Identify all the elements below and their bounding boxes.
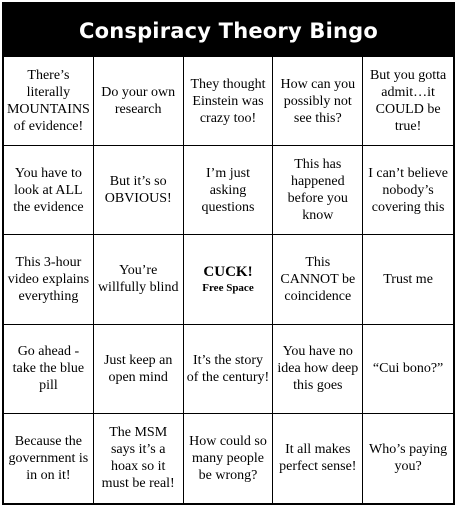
- bingo-free-space: [184, 235, 274, 324]
- bingo-cell-r3c5: [363, 235, 453, 324]
- bingo-cell-text: This CANNOT be coincidence: [280, 254, 356, 304]
- bingo-cell-text: They thought Einstein was crazy too!: [190, 76, 266, 126]
- bingo-cell-text: Go ahead - take the blue pill: [12, 344, 85, 394]
- bingo-cell-text: “Cui bono?”: [372, 361, 444, 377]
- bingo-cell-r2c4: [273, 146, 363, 235]
- bingo-cell-r3c1: [4, 235, 94, 324]
- bingo-cell-r1c3: [184, 57, 274, 146]
- bingo-cell-text: The MSM says it’s a hoax so it must be real!: [101, 425, 175, 492]
- bingo-cell-r4c4: [273, 325, 363, 414]
- bingo-cell-text: It’s the story of the century!: [186, 352, 270, 385]
- bingo-cell-text: This has happened before you know: [287, 157, 348, 224]
- bingo-cell-r2c2: [94, 146, 184, 235]
- bingo-cell-r2c3: [184, 146, 274, 235]
- bingo-cell-text: I’m just asking questions: [201, 165, 255, 215]
- bingo-cell-r4c3: [184, 325, 274, 414]
- bingo-cell-text: There’s literally MOUNTAINS of evidence!: [6, 68, 90, 135]
- bingo-cell-r4c5: [363, 325, 453, 414]
- bingo-cell-r5c1: [4, 414, 94, 503]
- bingo-cell-r5c4: [273, 414, 363, 503]
- bingo-cell-text: Just keep an open mind: [103, 352, 173, 385]
- bingo-cell-text: You have to look at ALL the evidence: [13, 165, 84, 215]
- bingo-cell-r4c1: [4, 325, 94, 414]
- bingo-cell-text: It all makes perfect sense!: [279, 442, 357, 475]
- bingo-cell-text: How can you possibly not see this?: [280, 76, 356, 126]
- bingo-cell-r5c5: [363, 414, 453, 503]
- bingo-cell-r1c1: [4, 57, 94, 146]
- bingo-cell-r2c1: [4, 146, 94, 235]
- bingo-cell-text: But it’s so OBVIOUS!: [104, 174, 172, 207]
- bingo-card: [2, 2, 455, 505]
- bingo-cell-r5c3: [184, 414, 274, 503]
- bingo-cell-r5c2: [94, 414, 184, 503]
- bingo-cell-r1c4: [273, 57, 363, 146]
- bingo-cell-text: But you gotta admit…it COULD be true!: [369, 68, 447, 135]
- bingo-cell-text: Do your own research: [101, 85, 176, 118]
- bingo-cell-r4c2: [94, 325, 184, 414]
- free-space-label: Free Space: [202, 282, 254, 295]
- bingo-cell-r1c2: [94, 57, 184, 146]
- bingo-cell-r1c5: [363, 57, 453, 146]
- bingo-title: Conspiracy Theory Bingo: [4, 4, 453, 57]
- bingo-cell-text: Who’s paying you?: [369, 442, 448, 475]
- free-space-title: CUCK!: [203, 264, 253, 281]
- bingo-cell-text: Trust me: [383, 271, 433, 287]
- bingo-cell-r3c2: [94, 235, 184, 324]
- bingo-cell-text: I can’t believe nobody’s covering this: [368, 165, 448, 215]
- bingo-cell-r2c5: [363, 146, 453, 235]
- bingo-grid: [4, 57, 453, 503]
- bingo-cell-r3c4: [273, 235, 363, 324]
- bingo-cell-text: You have no idea how deep this goes: [277, 344, 359, 394]
- bingo-cell-text: Because the government is in on it!: [8, 433, 89, 483]
- bingo-cell-text: How could so many people be wrong?: [189, 433, 267, 483]
- bingo-cell-text: You’re willfully blind: [97, 263, 179, 296]
- bingo-cell-text: This 3-hour video explains everything: [7, 254, 90, 304]
